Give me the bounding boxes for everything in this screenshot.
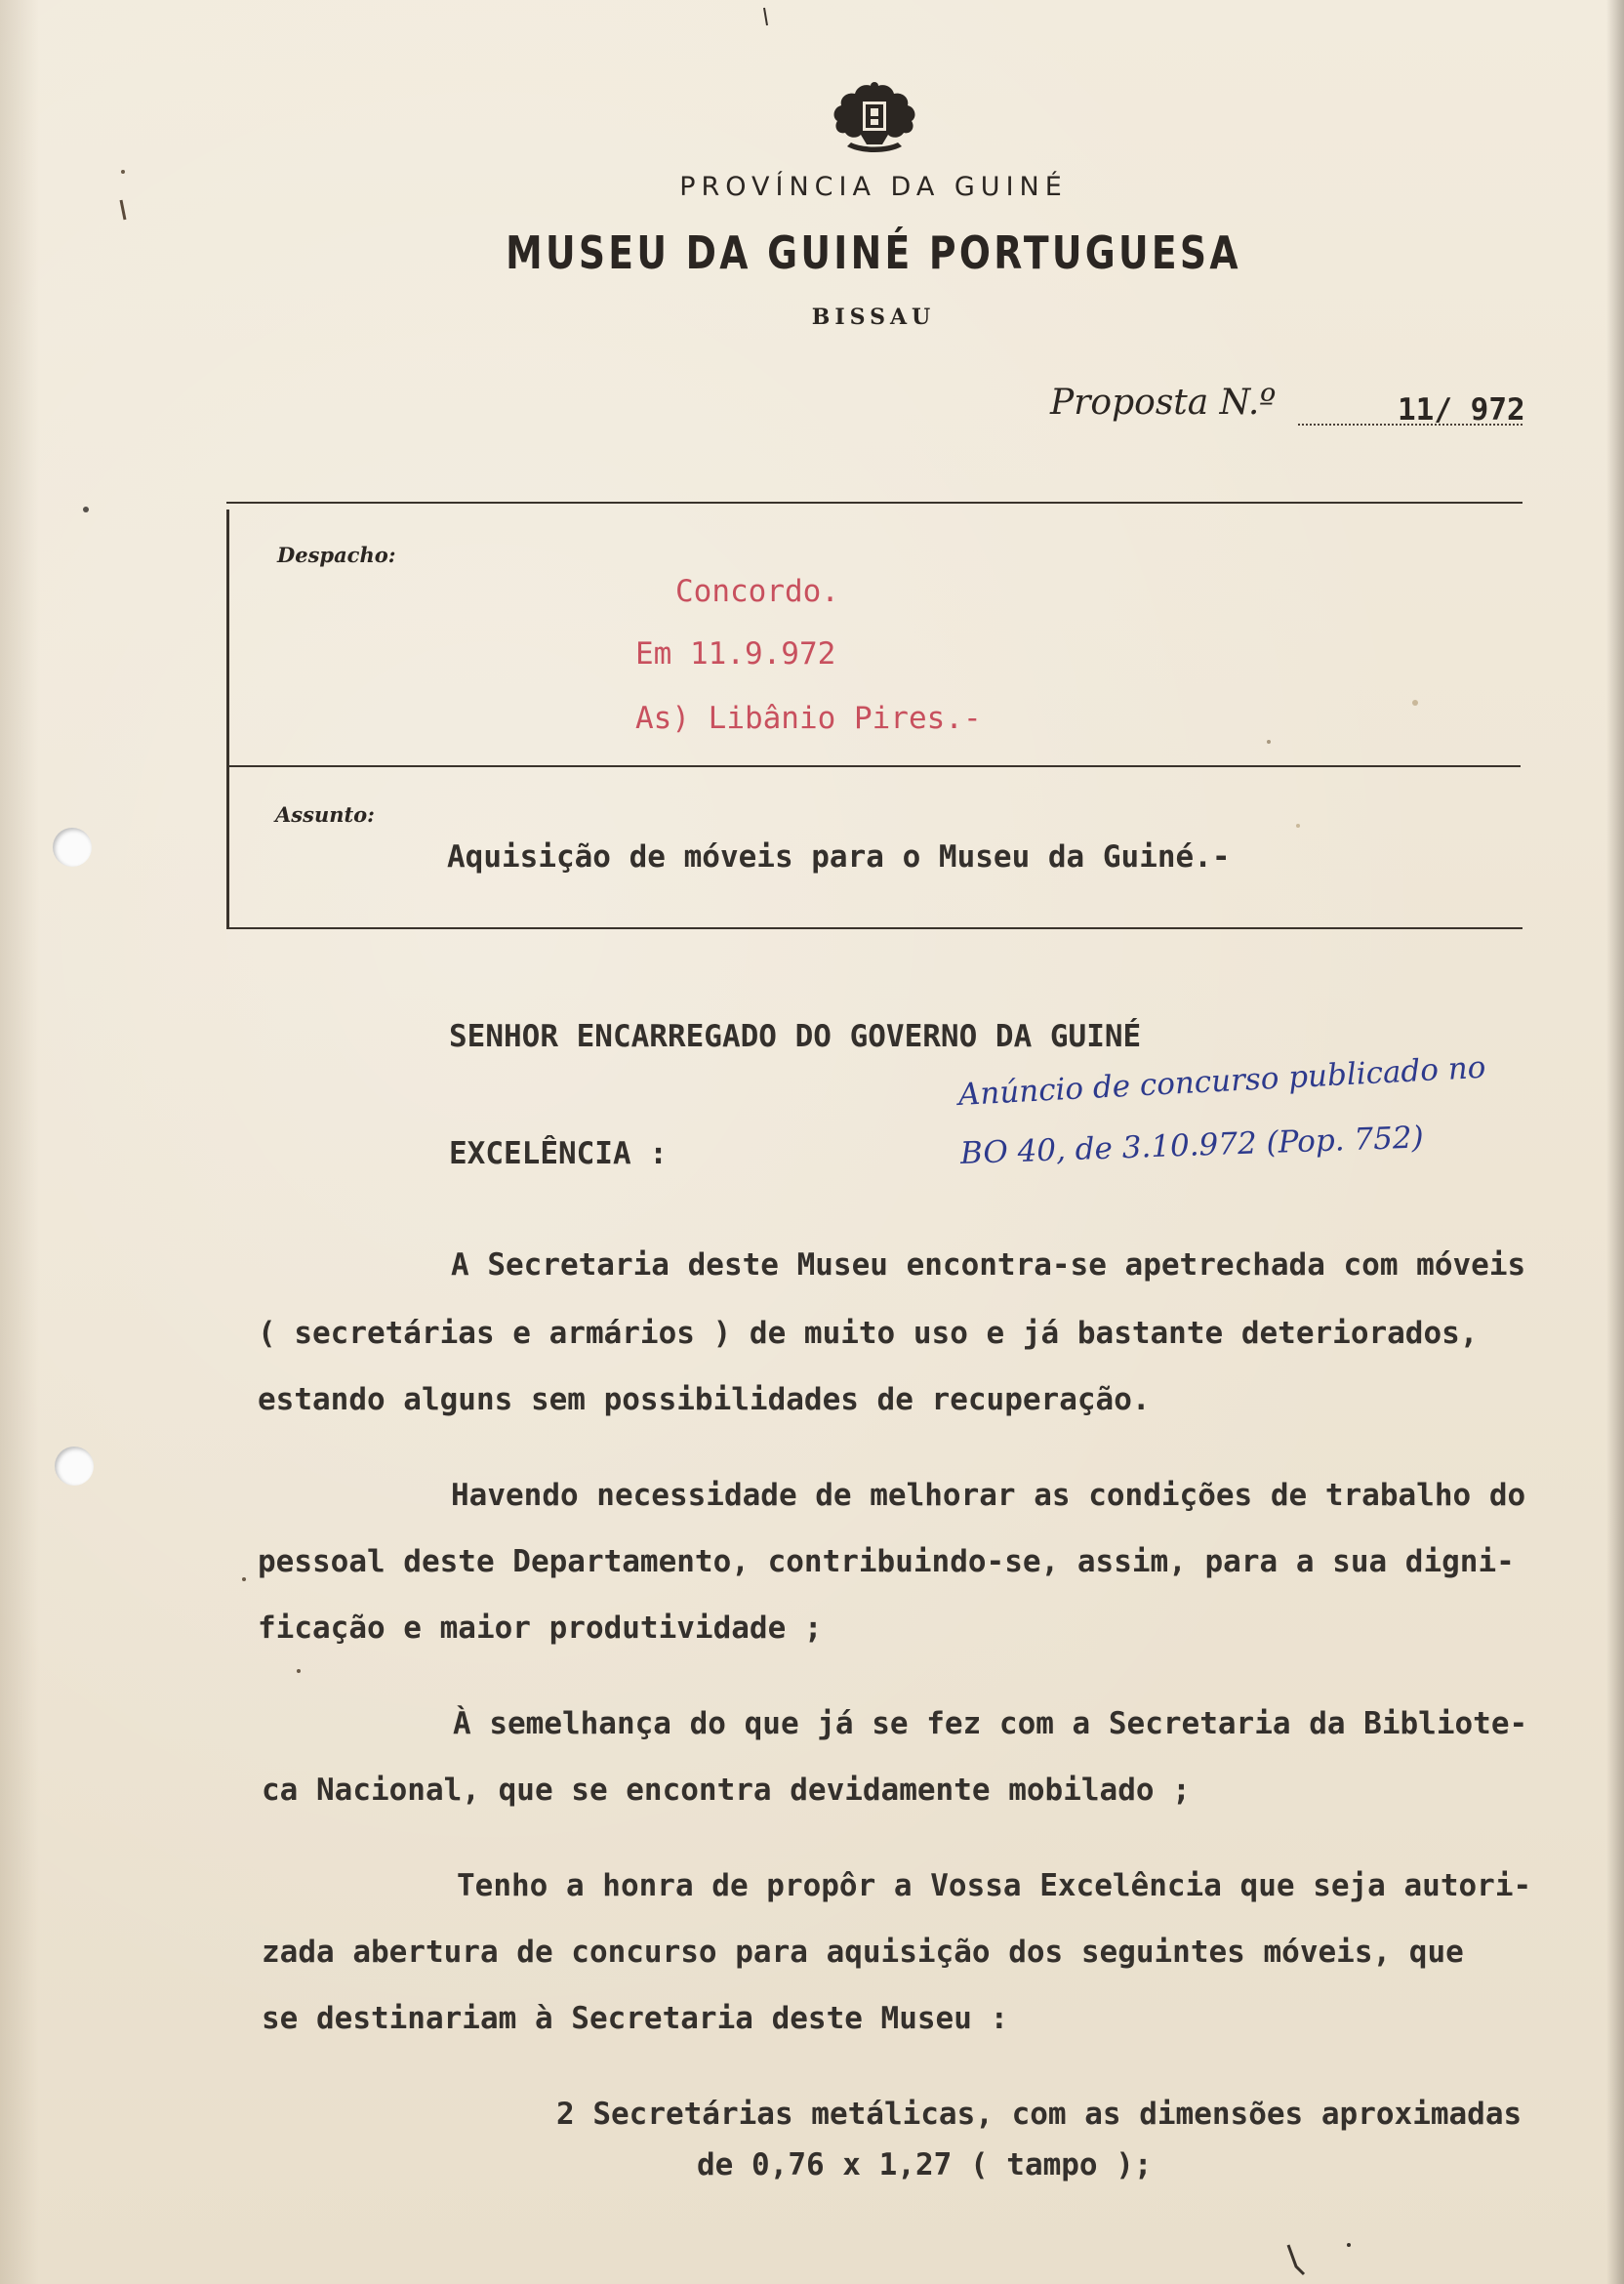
city-heading: BISSAU xyxy=(811,305,936,330)
proposta-number: 11/ 972 xyxy=(1398,392,1525,428)
item-1-line-2: de 0,76 x 1,27 ( tampo ); xyxy=(697,2147,1153,2182)
assunto-label: Assunto: xyxy=(275,802,375,827)
form-bottom-rule xyxy=(226,927,1522,929)
proposta-label: Proposta N.º xyxy=(1050,383,1277,423)
despacho-label: Despacho: xyxy=(277,543,396,567)
body-p1-line-3: estando alguns sem possibilidades de recuperação. xyxy=(258,1382,1151,1417)
body-p4-line-3: se destinariam à Secretaria deste Museu : xyxy=(262,2001,1009,2036)
body-p2-line-2: pessoal deste Departamento, contribuindo-se, assim, para a sua digni- xyxy=(258,1544,1515,1579)
province-heading: PROVÍNCIA DA GUINÉ xyxy=(679,172,1068,202)
form-top-rule xyxy=(226,502,1522,504)
despacho-line-2: Em 11.9.972 xyxy=(635,636,836,672)
form-middle-rule xyxy=(226,765,1521,767)
salutation: EXCELÊNCIA : xyxy=(449,1136,668,1171)
coat-of-arms-emblem xyxy=(828,80,921,158)
body-p2-line-3: ficação e maior produtividade ; xyxy=(258,1611,823,1646)
body-p2-line-1: Havendo necessidade de melhorar as condições de trabalho do xyxy=(451,1478,1526,1513)
assunto-text: Aquisição de móveis para o Museu da Guiné.- xyxy=(447,839,1231,875)
body-p4-line-1: Tenho a honra de propôr a Vossa Excelência que seja autori- xyxy=(457,1868,1532,1903)
item-1-line-1: 2 Secretárias metálicas, com as dimensões aproximadas xyxy=(556,2097,1522,2132)
museum-heading: MUSEU DA GUINÉ PORTUGUESA xyxy=(506,226,1241,279)
body-p3-line-1: À semelhança do que já se fez com a Secretaria da Bibliote- xyxy=(453,1706,1528,1741)
despacho-line-1: Concordo. xyxy=(675,574,839,609)
body-p4-line-2: zada abertura de concurso para aquisição dos seguintes móveis, que xyxy=(262,1935,1464,1970)
body-p3-line-2: ca Nacional, que se encontra devidamente mobilado ; xyxy=(262,1773,1191,1808)
despacho-line-3: As) Libânio Pires.- xyxy=(635,701,982,736)
handwritten-note-line-1: Anúncio de concurso publicado no xyxy=(957,1049,1487,1113)
form-left-rule xyxy=(226,510,229,927)
addressee: SENHOR ENCARREGADO DO GOVERNO DA GUINÉ xyxy=(449,1019,1142,1054)
handwritten-note-line-2: BO 40, de 3.10.972 (Pop. 752) xyxy=(959,1120,1425,1171)
body-p1-line-2: ( secretárias e armários ) de muito uso e já bastante deteriorados, xyxy=(258,1316,1479,1351)
body-p1-line-1: A Secretaria deste Museu encontra-se apetrechada com móveis xyxy=(451,1247,1526,1283)
